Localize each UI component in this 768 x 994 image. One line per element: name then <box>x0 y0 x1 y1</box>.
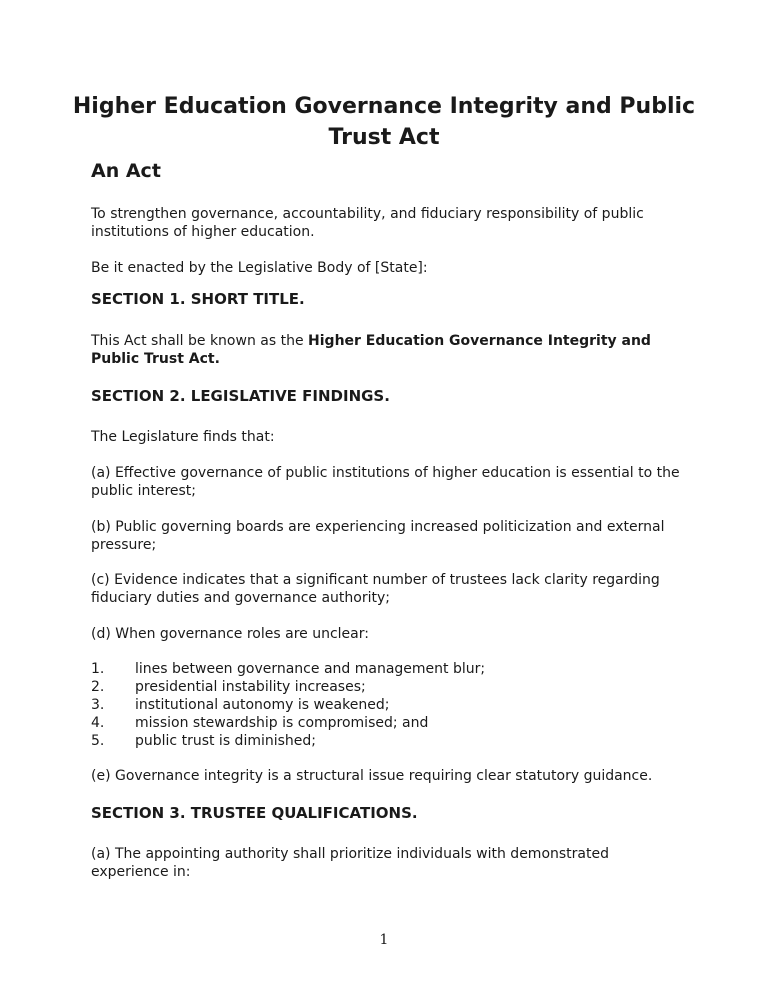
section1-act-name: Higher Education Governance Integrity and Public Trust Act. <box>91 333 651 367</box>
section1-text <box>91 332 691 368</box>
page-number: 1 <box>379 932 389 948</box>
section3-text-a: (a) The appointing authority shall prioritize individuals with demonstrated experience in: <box>91 846 609 880</box>
section1-heading: SECTION 1. SHORT TITLE. <box>91 290 305 308</box>
document-title: Higher Education Governance Integrity and Public Trust Act <box>72 94 696 150</box>
list-item-number: 2. <box>91 679 105 695</box>
list-item-number: 5. <box>91 733 105 749</box>
list-item-text: institutional autonomy is weakened; <box>135 697 390 713</box>
list-item-text: lines between governance and management blur; <box>135 661 486 677</box>
finding-c: (c) Evidence indicates that a significant number of trustees lack clarity regarding fiduciary duties and governance authority; <box>91 572 660 606</box>
list-item-number: 1. <box>91 661 105 677</box>
list-item-text: public trust is diminished; <box>135 733 317 749</box>
enactment-text: Be it enacted by the Legislative Body of [State]: <box>91 260 428 276</box>
section3-heading: SECTION 3. TRUSTEE QUALIFICATIONS. <box>91 804 418 822</box>
list-item-text: presidential instability increases; <box>135 679 366 695</box>
purpose-text: To strengthen governance, accountability, and fiduciary responsibility of public institutions of higher education. <box>91 206 644 240</box>
finding-e: (e) Governance integrity is a structural issue requiring clear statutory guidance. <box>91 768 653 784</box>
list-item-number: 3. <box>91 697 105 713</box>
list-item-text: mission stewardship is compromised; and <box>135 715 429 731</box>
document-subtitle: An Act <box>91 160 161 182</box>
finding-a: (a) Effective governance of public institutions of higher education is essential to the public interest; <box>91 465 680 499</box>
section1-text-prefix: This Act shall be known as the <box>91 333 309 349</box>
section2-heading: SECTION 2. LEGISLATIVE FINDINGS. <box>91 387 390 405</box>
finding-b: (b) Public governing boards are experiencing increased politicization and external pressure; <box>91 519 665 553</box>
list-item-number: 4. <box>91 715 105 731</box>
finding-d: (d) When governance roles are unclear: <box>91 626 369 642</box>
section2-intro: The Legislature finds that: <box>91 429 275 445</box>
